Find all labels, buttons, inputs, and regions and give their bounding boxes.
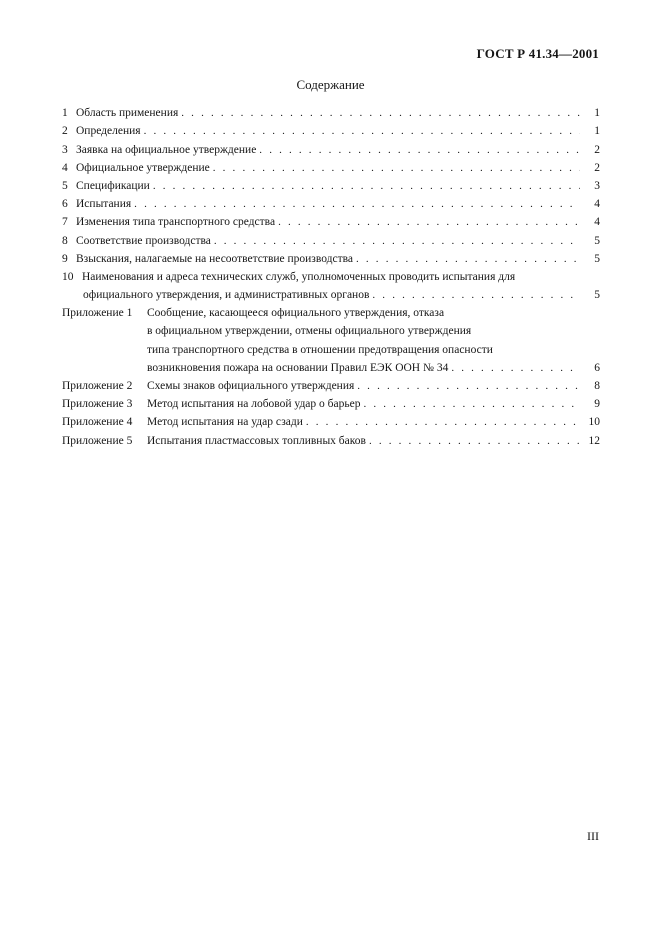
toc-appendix-1-line-3 — [62, 338, 600, 356]
toc-entry-page: 8 — [594, 380, 600, 392]
toc-entry-page: 4 — [594, 198, 600, 211]
toc-entry-number: 6 — [62, 198, 68, 211]
toc-entry-title: Взыскания, налагаемые на несоответствие производства — [76, 252, 353, 265]
appendix-title: Сообщение, касающееся официального утверждения, отказа — [147, 307, 445, 320]
toc-entry-number: 9 — [62, 252, 68, 265]
toc-title: Содержание — [296, 77, 365, 92]
dot-leader — [134, 197, 580, 211]
appendix-label: Приложение 3 — [62, 398, 133, 411]
toc-entry-page: 6 — [594, 361, 600, 374]
toc-entry-page: 2 — [594, 161, 600, 174]
page-number: III — [587, 829, 599, 843]
toc-entry-title: Испытания — [76, 198, 132, 211]
appendix-title-continuation: в официальном утверждении, отмены официального утверждения — [147, 325, 472, 338]
dot-leader — [356, 252, 580, 266]
toc-entry-page: 5 — [594, 234, 600, 247]
toc-entry-page: 1 — [594, 107, 600, 120]
toc-entry-page: 2 — [594, 143, 600, 156]
toc-entry-title: Определения — [76, 125, 141, 138]
toc-appendix-3[interactable] — [62, 393, 600, 411]
dot-leader — [306, 415, 580, 429]
table-of-contents — [62, 102, 600, 448]
toc-entry-number: 8 — [62, 234, 68, 247]
appendix-title-continuation: возникновения пожара на основании Правил ЕЭК ООН № 34 — [147, 361, 449, 374]
appendix-title: Испытания пластмассовых топливных баков — [147, 434, 366, 447]
toc-entry-page: 3 — [594, 179, 600, 192]
toc-appendix-1-line-4[interactable] — [62, 357, 600, 375]
toc-entry-3[interactable] — [62, 138, 600, 156]
toc-entry-page: 5 — [594, 252, 600, 265]
toc-entry-title: Официальное утверждение — [76, 161, 210, 174]
toc-entry-7[interactable] — [62, 211, 600, 229]
toc-entry-number: 7 — [62, 216, 68, 229]
toc-entry-title: Заявка на официальное утверждение — [76, 143, 257, 156]
toc-entry-number: 3 — [62, 143, 68, 156]
appendix-title: Метод испытания на лобовой удар о барьер — [147, 398, 361, 411]
dot-leader — [278, 215, 580, 229]
toc-entry-number: 1 — [62, 107, 68, 120]
appendix-title: Метод испытания на удар сзади — [147, 416, 303, 429]
toc-entry-6[interactable] — [62, 193, 600, 211]
toc-entry-5[interactable] — [62, 175, 600, 193]
toc-entry-9[interactable] — [62, 248, 600, 266]
toc-entry-1[interactable] — [62, 102, 600, 120]
appendix-label: Приложение 1 — [62, 307, 133, 320]
dot-leader — [259, 143, 580, 157]
toc-entry-number: 5 — [62, 179, 68, 192]
toc-entry-10-continuation[interactable] — [62, 284, 600, 302]
toc-entry-8[interactable] — [62, 229, 600, 247]
toc-entry-2[interactable] — [62, 120, 600, 138]
toc-entry-page: 10 — [588, 416, 600, 429]
toc-entry-10[interactable] — [62, 266, 600, 284]
appendix-label: Приложение 5 — [62, 434, 133, 447]
toc-entry-number: 10 — [62, 270, 74, 283]
toc-entry-title: Наименования и адреса технических служб, уполномоченных проводить испытания для — [82, 270, 516, 283]
toc-entry-number: 2 — [62, 125, 68, 138]
toc-entry-number: 4 — [62, 161, 68, 174]
toc-entry-4[interactable] — [62, 157, 600, 175]
dot-leader — [181, 106, 580, 120]
dot-leader — [363, 397, 580, 411]
toc-appendix-2[interactable] — [62, 375, 600, 393]
toc-entry-title: Область применения — [76, 107, 179, 120]
toc-entry-page: 4 — [594, 216, 600, 229]
toc-entry-page: 5 — [594, 289, 600, 302]
dot-leader — [369, 434, 580, 448]
toc-appendix-5[interactable] — [62, 429, 600, 447]
toc-entry-page: 9 — [594, 398, 600, 411]
appendix-label: Приложение 4 — [62, 416, 133, 429]
appendix-label: Приложение 2 — [62, 380, 133, 392]
dot-leader — [357, 379, 580, 393]
toc-entry-page: 12 — [588, 434, 600, 447]
toc-entry-title: Спецификации — [76, 179, 150, 192]
toc-entry-page: 1 — [594, 125, 600, 138]
toc-entry-title-continuation: официального утверждения, и административных органов — [83, 289, 370, 302]
dot-leader — [153, 179, 580, 193]
document-code: ГОСТ Р 41.34—2001 — [476, 46, 599, 61]
dot-leader — [214, 234, 580, 248]
appendix-title-continuation: типа транспортного средства в отношении предотвращения опасности — [147, 343, 493, 356]
dot-leader — [144, 124, 580, 138]
dot-leader — [213, 161, 580, 175]
dot-leader — [451, 361, 580, 375]
toc-entry-title: Изменения типа транспортного средства — [76, 216, 276, 229]
toc-appendix-1[interactable] — [62, 302, 600, 320]
toc-entry-title: Соответствие производства — [76, 234, 211, 247]
appendix-title: Схемы знаков официального утверждения — [147, 380, 355, 392]
toc-appendix-4[interactable] — [62, 411, 600, 429]
toc-appendix-1-line-2 — [62, 320, 600, 338]
dot-leader — [372, 288, 580, 302]
